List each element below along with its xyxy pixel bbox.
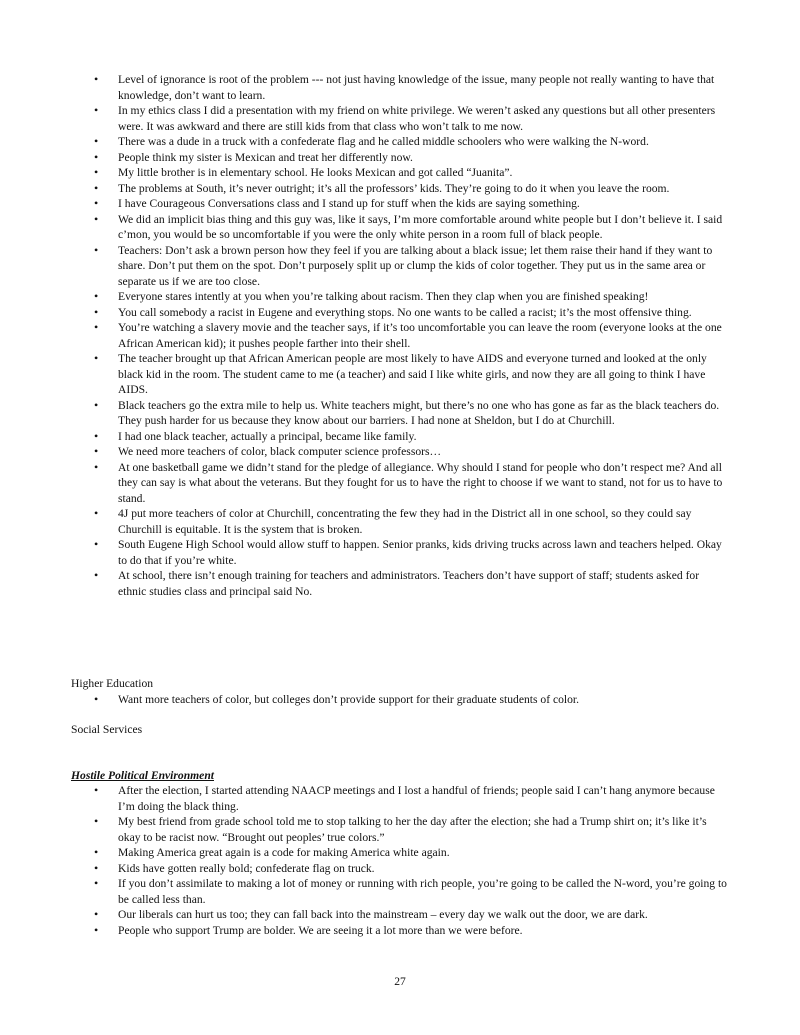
hostile-political-environment-heading: Hostile Political Environment — [71, 769, 214, 782]
list-item: • We need more teachers of color, black computer science professors… — [94, 444, 730, 460]
list-item: • Level of ignorance is root of the problem --- not just having knowledge of the issue, many people not really wanting to have that knowledge, don’t want to learn. — [94, 72, 730, 103]
higher-education-heading: Higher Education — [71, 677, 154, 690]
list-item: • Want more teachers of color, but colleges don’t provide support for their graduate students of color. — [94, 692, 730, 708]
list-item: • There was a dude in a truck with a confederate flag and he called middle schoolers who were walking the N-word. — [94, 134, 730, 150]
list-item: • At one basketball game we didn’t stand for the pledge of allegiance. Why should I stand for people who don’t respect me? And all they can say is what about the veterans. But they fought for us to have the right to choose if we want to stand, not for us to have to stand. — [94, 460, 730, 507]
list-item: • You’re watching a slavery movie and the teacher says, if it’s too uncomfortable you can leave the room (everyone looks at the one African American kid); it pushes people farther into their shell. — [94, 320, 730, 351]
schools-bullet-list — [94, 72, 730, 599]
hostile-political-bullet-list — [94, 783, 730, 938]
social-services-heading: Social Services — [71, 723, 143, 736]
list-item: • You call somebody a racist in Eugene and everything stops. No one wants to be called a racist; it’s the most offensive thing. — [94, 305, 730, 321]
list-item: • Black teachers go the extra mile to help us. White teachers might, but there’s no one who has gone as far as the black teachers do. They push harder for us because they know about our barriers. I had none at Sheldon, but I do at Churchill. — [94, 398, 730, 429]
list-item: • Everyone stares intently at you when you’re talking about racism. Then they clap when you are finished speaking! — [94, 289, 730, 305]
list-item: • Teachers: Don’t ask a brown person how they feel if you are talking about a black issue; let them raise their hand if they want to share. Don’t put them on the spot. Don’t purposely split up or clump the kids of color together. They put us in the same area or separate us if we are too close. — [94, 243, 730, 290]
list-item: • People who support Trump are bolder. We are seeing it a lot more than we were before. — [94, 923, 730, 939]
list-item: • Kids have gotten really bold; confederate flag on truck. — [94, 861, 730, 877]
list-item: • We did an implicit bias thing and this guy was, like it says, I’m more comfortable around white people but I don’t believe it. I said c’mon, you would be so uncomfortable if you were the only white person in a room full of black people. — [94, 212, 730, 243]
list-item: • After the election, I started attending NAACP meetings and I lost a handful of friends; people said I can’t hang anymore because I’m doing the black thing. — [94, 783, 730, 814]
list-item: • I have Courageous Conversations class and I stand up for stuff when the kids are saying something. — [94, 196, 730, 212]
list-item: • My best friend from grade school told me to stop talking to her the day after the election; she had a Trump shirt on; it’s like it’s okay to be racist now. “Brought out peoples’ true colors.” — [94, 814, 730, 845]
list-item: • Making America great again is a code for making America white again. — [94, 845, 730, 861]
list-item: • South Eugene High School would allow stuff to happen. Senior pranks, kids driving trucks across lawn and teachers helped. Okay to do that if you’re white. — [94, 537, 730, 568]
higher-education-bullet-list — [94, 692, 730, 708]
list-item: • The teacher brought up that African American people are most likely to have AIDS and everyone turned and looked at the only black kid in the room. The student came to me (a teacher) and said I like white girls, and now they are all going to think I have AIDS. — [94, 351, 730, 398]
list-item: • Our liberals can hurt us too; they can fall back into the mainstream – every day we walk out the door, we are dark. — [94, 907, 730, 923]
list-item: • People think my sister is Mexican and treat her differently now. — [94, 150, 730, 166]
list-item: • 4J put more teachers of color at Churchill, concentrating the few they had in the District all in one school, so they could say Churchill is equitable. It is the system that is broken. — [94, 506, 730, 537]
list-item: • If you don’t assimilate to making a lot of money or running with rich people, you’re going to be called the N-word, you’re going to be called less than. — [94, 876, 730, 907]
list-item: • The problems at South, it’s never outright; it’s all the professors’ kids. They’re going to do it when you leave the room. — [94, 181, 730, 197]
list-item: • At school, there isn’t enough training for teachers and administrators. Teachers don’t have support of staff; students asked for ethnic studies class and principal said No. — [94, 568, 730, 599]
page-number: 27 — [394, 975, 406, 988]
list-item: • My little brother is in elementary school. He looks Mexican and got called “Juanita”. — [94, 165, 730, 181]
list-item: • In my ethics class I did a presentation with my friend on white privilege. We weren’t asked any questions but all other presenters were. It was awkward and there are still kids from that class who won’t talk to me now. — [94, 103, 730, 134]
list-item: • I had one black teacher, actually a principal, became like family. — [94, 429, 730, 445]
